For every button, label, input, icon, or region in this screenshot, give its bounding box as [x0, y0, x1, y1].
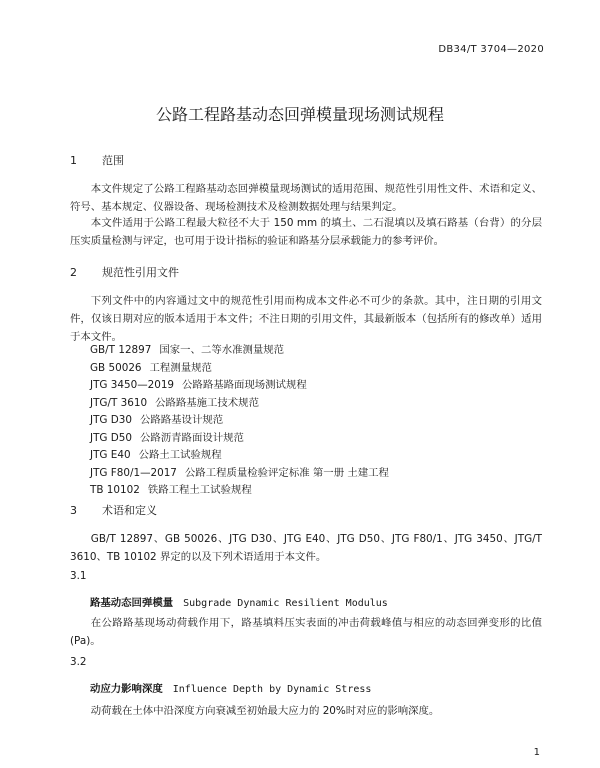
reference-item [90, 465, 389, 483]
reference-code: GB 50026 [90, 361, 142, 374]
term-heading [90, 680, 371, 695]
section-title: 规范性引用文件 [102, 266, 179, 279]
reference-item [90, 447, 389, 465]
section-number: 3 [70, 504, 77, 517]
term-heading [90, 594, 388, 609]
reference-name: 公路土工试验规程 [138, 449, 222, 461]
reference-code: JTG/T 3610 [90, 396, 148, 409]
reference-item [90, 412, 389, 430]
reference-list [90, 342, 389, 500]
terms-intro: GB/T 12897、GB 50026、JTG D30、JTG E40、JTG D50、JTG F80/1、JTG 3450、JTG/T 3610、TB 10102 界定的以及下列术语适用于本文件。 [70, 533, 542, 563]
reference-name: 国家一、二等水准测量规范 [159, 344, 285, 356]
term-definition: 在公路路基现场动荷载作用下，路基填料压实表面的冲击荷载峰值与相应的动态回弹变形的比值(Pa)。 [70, 617, 542, 647]
reference-code: JTG D50 [90, 431, 132, 444]
term-name-cn: 路基动态回弹模量 [90, 597, 174, 609]
scope-paragraph-2: 本文件适用于公路工程最大粒径不大于 150 mm 的填土、二石混填以及填石路基（台背）的分层压实质量检测与评定，也可用于设计指标的验证和路基分层承载能力的参考评价。 [70, 217, 542, 247]
reference-code: GB/T 12897 [90, 344, 152, 356]
term-name-en: Influence Depth by Dynamic Stress [172, 684, 372, 695]
reference-code: JTG D30 [90, 414, 132, 426]
reference-code: TB 10102 [90, 484, 140, 496]
document-code: DB34/T 3704—2020 [438, 44, 544, 55]
reference-item [90, 395, 389, 413]
section-title: 范围 [102, 154, 124, 167]
reference-name: 公路沥青路面设计规范 [140, 431, 244, 444]
reference-name: 公路路基设计规范 [140, 414, 224, 426]
reference-name: 铁路工程土工试验规程 [147, 484, 252, 496]
reference-code: JTG E40 [90, 449, 131, 461]
reference-name: 公路路基施工技术规范 [155, 396, 259, 409]
reference-name: 公路工程质量检验评定标准 第一册 土建工程 [184, 466, 389, 479]
reference-item [90, 377, 389, 395]
page-title: 公路工程路基动态回弹模量现场测试规程 [155, 105, 444, 124]
reference-name: 公路路基路面现场测试规程 [182, 379, 307, 391]
reference-item [90, 482, 389, 500]
term-number: 3.1 [70, 570, 87, 582]
normative-intro: 下列文件中的内容通过文中的规范性引用而构成本文件必不可少的条款。其中，注日期的引用文件，仅该日期对应的版本适用于本文件；不注日期的引用文件，其最新版本（包括所有的修改单）适用于本文件。 [70, 295, 542, 343]
reference-item [90, 360, 389, 378]
term-definition: 动荷载在土体中沿深度方向衰减至初始最大应力的 20%时对应的影响深度。 [90, 705, 440, 717]
section-heading-normative [70, 264, 179, 280]
section-title: 术语和定义 [102, 504, 157, 517]
reference-item [90, 430, 389, 448]
reference-code: JTG F80/1—2017 [90, 466, 177, 479]
term-number: 3.2 [70, 656, 87, 668]
term-name-cn: 动应力影响深度 [90, 683, 163, 695]
term-name-en: Subgrade Dynamic Resilient Modulus [183, 598, 388, 609]
section-heading-terms [70, 502, 157, 518]
page-number: 1 [533, 747, 540, 758]
reference-name: 工程测量规范 [149, 361, 212, 374]
section-number: 1 [70, 154, 77, 167]
reference-code: JTG 3450—2019 [90, 379, 175, 391]
section-number: 2 [70, 266, 77, 279]
scope-paragraph-1: 本文件规定了公路工程路基动态回弹模量现场测试的适用范围、规范性引用性文件、术语和定义、符号、基本规定、仪器设备、现场检测技术及检测数据处理与结果判定。 [70, 183, 542, 213]
section-heading-scope [70, 152, 124, 168]
reference-item [90, 342, 389, 360]
